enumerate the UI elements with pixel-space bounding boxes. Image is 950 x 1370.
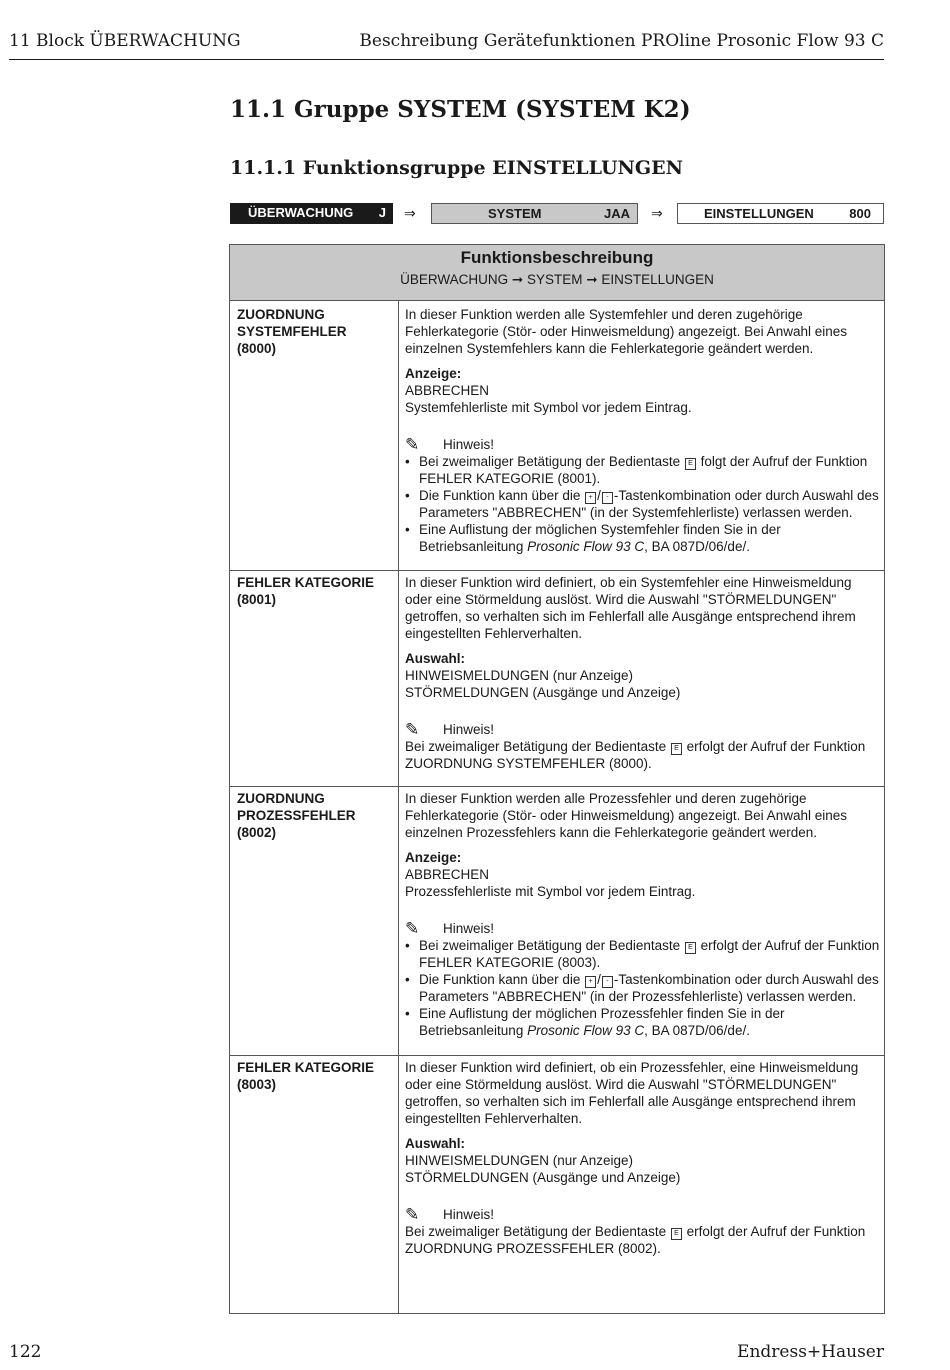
table-title: Funktionsbeschreibung (460, 248, 654, 267)
note-block: ✎ Hinweis! Bei zweimaliger Betätigung der Bedientaste E erfolgt der Aufruf der Funktion ZUORDNUNG SYSTEMFEHLER (8000). (405, 721, 881, 772)
nav-arrow-icon: ⇒ (651, 205, 663, 221)
note-block: ✎ Hinweis! • Bei zweimaliger Betätigung der Bedientaste E folgt der Aufruf der Funktion FEHLER KATEGORIE (8001). • Die Funktion kann über die + / - -Tastenkombination oder durch Auswahl des Parameters "ABBRECHEN" (in der Systemfehlerliste) verlassen werden. • Eine Auflistung der möglichen Systemfehler finden Sie in der Betriebsanleitung Prosonic Flow 93 C, BA 087D/06/de/. (405, 436, 881, 555)
function-description (405, 1059, 881, 1257)
note-pencil-icon: ✎ (405, 720, 420, 739)
function-description (405, 790, 881, 1039)
header-chapter: 11 Block ÜBERWACHUNG (9, 31, 241, 51)
plus-key-icon: + (585, 976, 596, 988)
selection-options: Auswahl: HINWEISMELDUNGEN (nur Anzeige) STÖRMELDUNGEN (Ausgänge und Anzeige) (405, 651, 681, 700)
path-functiongroup: EINSTELLUNGEN (601, 272, 714, 287)
note-block: ✎ Hinweis! • Bei zweimaliger Betätigung der Bedientaste E erfolgt der Aufruf der Funktion FEHLER KATEGORIE (8003). • Die Funktion kann über die + / - -Tastenkombination oder durch Auswahl des Parameters "ABBRECHEN" (in der Prozessfehlerliste) verlassen werden. • Eine Auflistung der möglichen Prozessfehler finden Sie in der Betriebsanleitung Prosonic Flow 93 C, BA 087D/06/de/. (405, 920, 881, 1039)
note-bullet: • Bei zweimaliger Betätigung der Bedientaste E erfolgt der Aufruf der Funktion FEHLER KATEGORIE (8003). (405, 937, 881, 971)
description-text: In dieser Funktion wird definiert, ob ein Prozessfehler, eine Hinweismeldung oder eine Störmeldung auslöst. Wird die Auswahl "STÖRMELDUNGEN" getroffen, so verhalten sich im Fehlerfall alle Ausgänge entsprechend ihrem eingestellten Fehlerverhalten. (405, 1060, 859, 1126)
subsection-title: 11.1.1 Funktionsgruppe EINSTELLUNGEN (230, 157, 684, 179)
nav-block-name: ÜBERWACHUNG (248, 205, 354, 220)
nav-block-code: J (378, 205, 386, 220)
section-title: 11.1 Gruppe SYSTEM (SYSTEM K2) (230, 96, 691, 123)
header-doc-title: Beschreibung Gerätefunktionen PROline Prosonic Flow 93 C (359, 31, 884, 51)
function-name: FEHLER KATEGORIE (8003) (237, 1060, 375, 1092)
note-pencil-icon: ✎ (405, 435, 420, 454)
function-name: ZUORDNUNG PROZESSFEHLER (8002) (237, 791, 356, 840)
note-bullet: • Eine Auflistung der möglichen Prozessfehler finden Sie in der Betriebsanleitung Prosonic Flow 93 C, BA 087D/06/de/. (405, 1005, 881, 1039)
display-options: Anzeige: ABBRECHEN Systemfehlerliste mit Symbol vor jedem Eintrag. (405, 366, 692, 415)
note-bullet: • Die Funktion kann über die + / - -Tastenkombination oder durch Auswahl des Parameters "ABBRECHEN" (in der Systemfehlerliste) verlassen werden. (405, 487, 881, 521)
minus-key-icon: - (602, 976, 613, 988)
description-text: In dieser Funktion wird definiert, ob ein Systemfehler eine Hinweismeldung oder eine Störmeldung auslöst. Wird die Auswahl "STÖRMELDUNGEN" getroffen, so verhalten sich im Fehlerfall alle Ausgänge entsprechend ihrem eingestellten Fehlerverhalten. (405, 575, 856, 641)
path-arrow-icon: ➞ (511, 272, 524, 287)
display-options: Anzeige: ABBRECHEN Prozessfehlerliste mit Symbol vor jedem Eintrag. (405, 850, 696, 899)
function-name: FEHLER KATEGORIE (8001) (237, 575, 375, 607)
function-description (405, 306, 881, 555)
nav-functiongroup-name: EINSTELLUNGEN (704, 206, 814, 221)
selection-options: Auswahl: HINWEISMELDUNGEN (nur Anzeige) STÖRMELDUNGEN (Ausgänge und Anzeige) (405, 1136, 681, 1185)
path-block: ÜBERWACHUNG (400, 272, 509, 287)
note-bullet: • Bei zweimaliger Betätigung der Bedientaste E folgt der Aufruf der Funktion FEHLER KATEGORIE (8001). (405, 453, 881, 487)
enter-key-icon: E (671, 1228, 682, 1240)
path-arrow-icon: ➞ (586, 272, 598, 287)
row-divider (230, 1055, 884, 1056)
nav-group-code: JAA (603, 206, 630, 221)
minus-key-icon: - (602, 492, 613, 504)
header-rule (9, 59, 884, 60)
nav-block-ueberwachung (230, 203, 393, 224)
row-divider (230, 570, 884, 571)
note-block: ✎ Hinweis! Bei zweimaliger Betätigung der Bedientaste E erfolgt der Aufruf der Funktion ZUORDNUNG PROZESSFEHLER (8002). (405, 1206, 881, 1257)
enter-key-icon: E (671, 743, 682, 755)
description-text: In dieser Funktion werden alle Systemfehler und deren zugehörige Fehlerkategorie (Stör- oder Hinweismeldung) angezeigt. Bei Anwahl eines einzelnen Systemfehlers kann die Fehlerkategorie geändert werden. (405, 307, 847, 356)
plus-key-icon: + (585, 492, 596, 504)
note-bullet: • Eine Auflistung der möglichen Systemfehler finden Sie in der Betriebsanleitung Prosonic Flow 93 C, BA 087D/06/de/. (405, 521, 881, 555)
column-divider (398, 301, 399, 1313)
note-pencil-icon: ✎ (405, 1205, 420, 1224)
table-path (230, 272, 884, 288)
page-number: 122 (9, 1342, 42, 1362)
note-bullet: • Die Funktion kann über die + / - -Tastenkombination oder durch Auswahl des Parameters "ABBRECHEN" (in der Prozessfehlerliste) verlassen werden. (405, 971, 881, 1005)
note-text: Bei zweimaliger Betätigung der Bedientaste E erfolgt der Aufruf der Funktion ZUORDNUNG SYSTEMFEHLER (8000). (405, 739, 866, 771)
nav-group-system (431, 203, 638, 224)
path-group: SYSTEM (526, 272, 583, 287)
enter-key-icon: E (685, 458, 696, 470)
function-description (405, 574, 881, 772)
table-header (230, 245, 884, 301)
nav-functiongroup-code: 800 (849, 206, 871, 221)
enter-key-icon: E (685, 942, 696, 954)
description-text: In dieser Funktion werden alle Prozessfehler und deren zugehörige Fehlerkategorie (Stör- oder Hinweismeldung) angezeigt. Bei Anwahl eines einzelnen Prozessfehlers kann die Fehlerkategorie geändert werden. (405, 791, 847, 840)
nav-arrow-icon: ⇒ (404, 205, 416, 221)
note-pencil-icon: ✎ (405, 919, 420, 938)
nav-group-name: SYSTEM (488, 206, 542, 221)
brand-name: Endress+Hauser (737, 1342, 884, 1362)
row-divider (230, 786, 884, 787)
nav-functiongroup-einstellungen (677, 203, 884, 224)
function-name: ZUORDNUNG SYSTEMFEHLER (8000) (237, 307, 347, 356)
note-text: Bei zweimaliger Betätigung der Bedientaste E erfolgt der Aufruf der Funktion ZUORDNUNG PROZESSFEHLER (8002). (405, 1224, 866, 1256)
function-table (229, 244, 885, 1314)
